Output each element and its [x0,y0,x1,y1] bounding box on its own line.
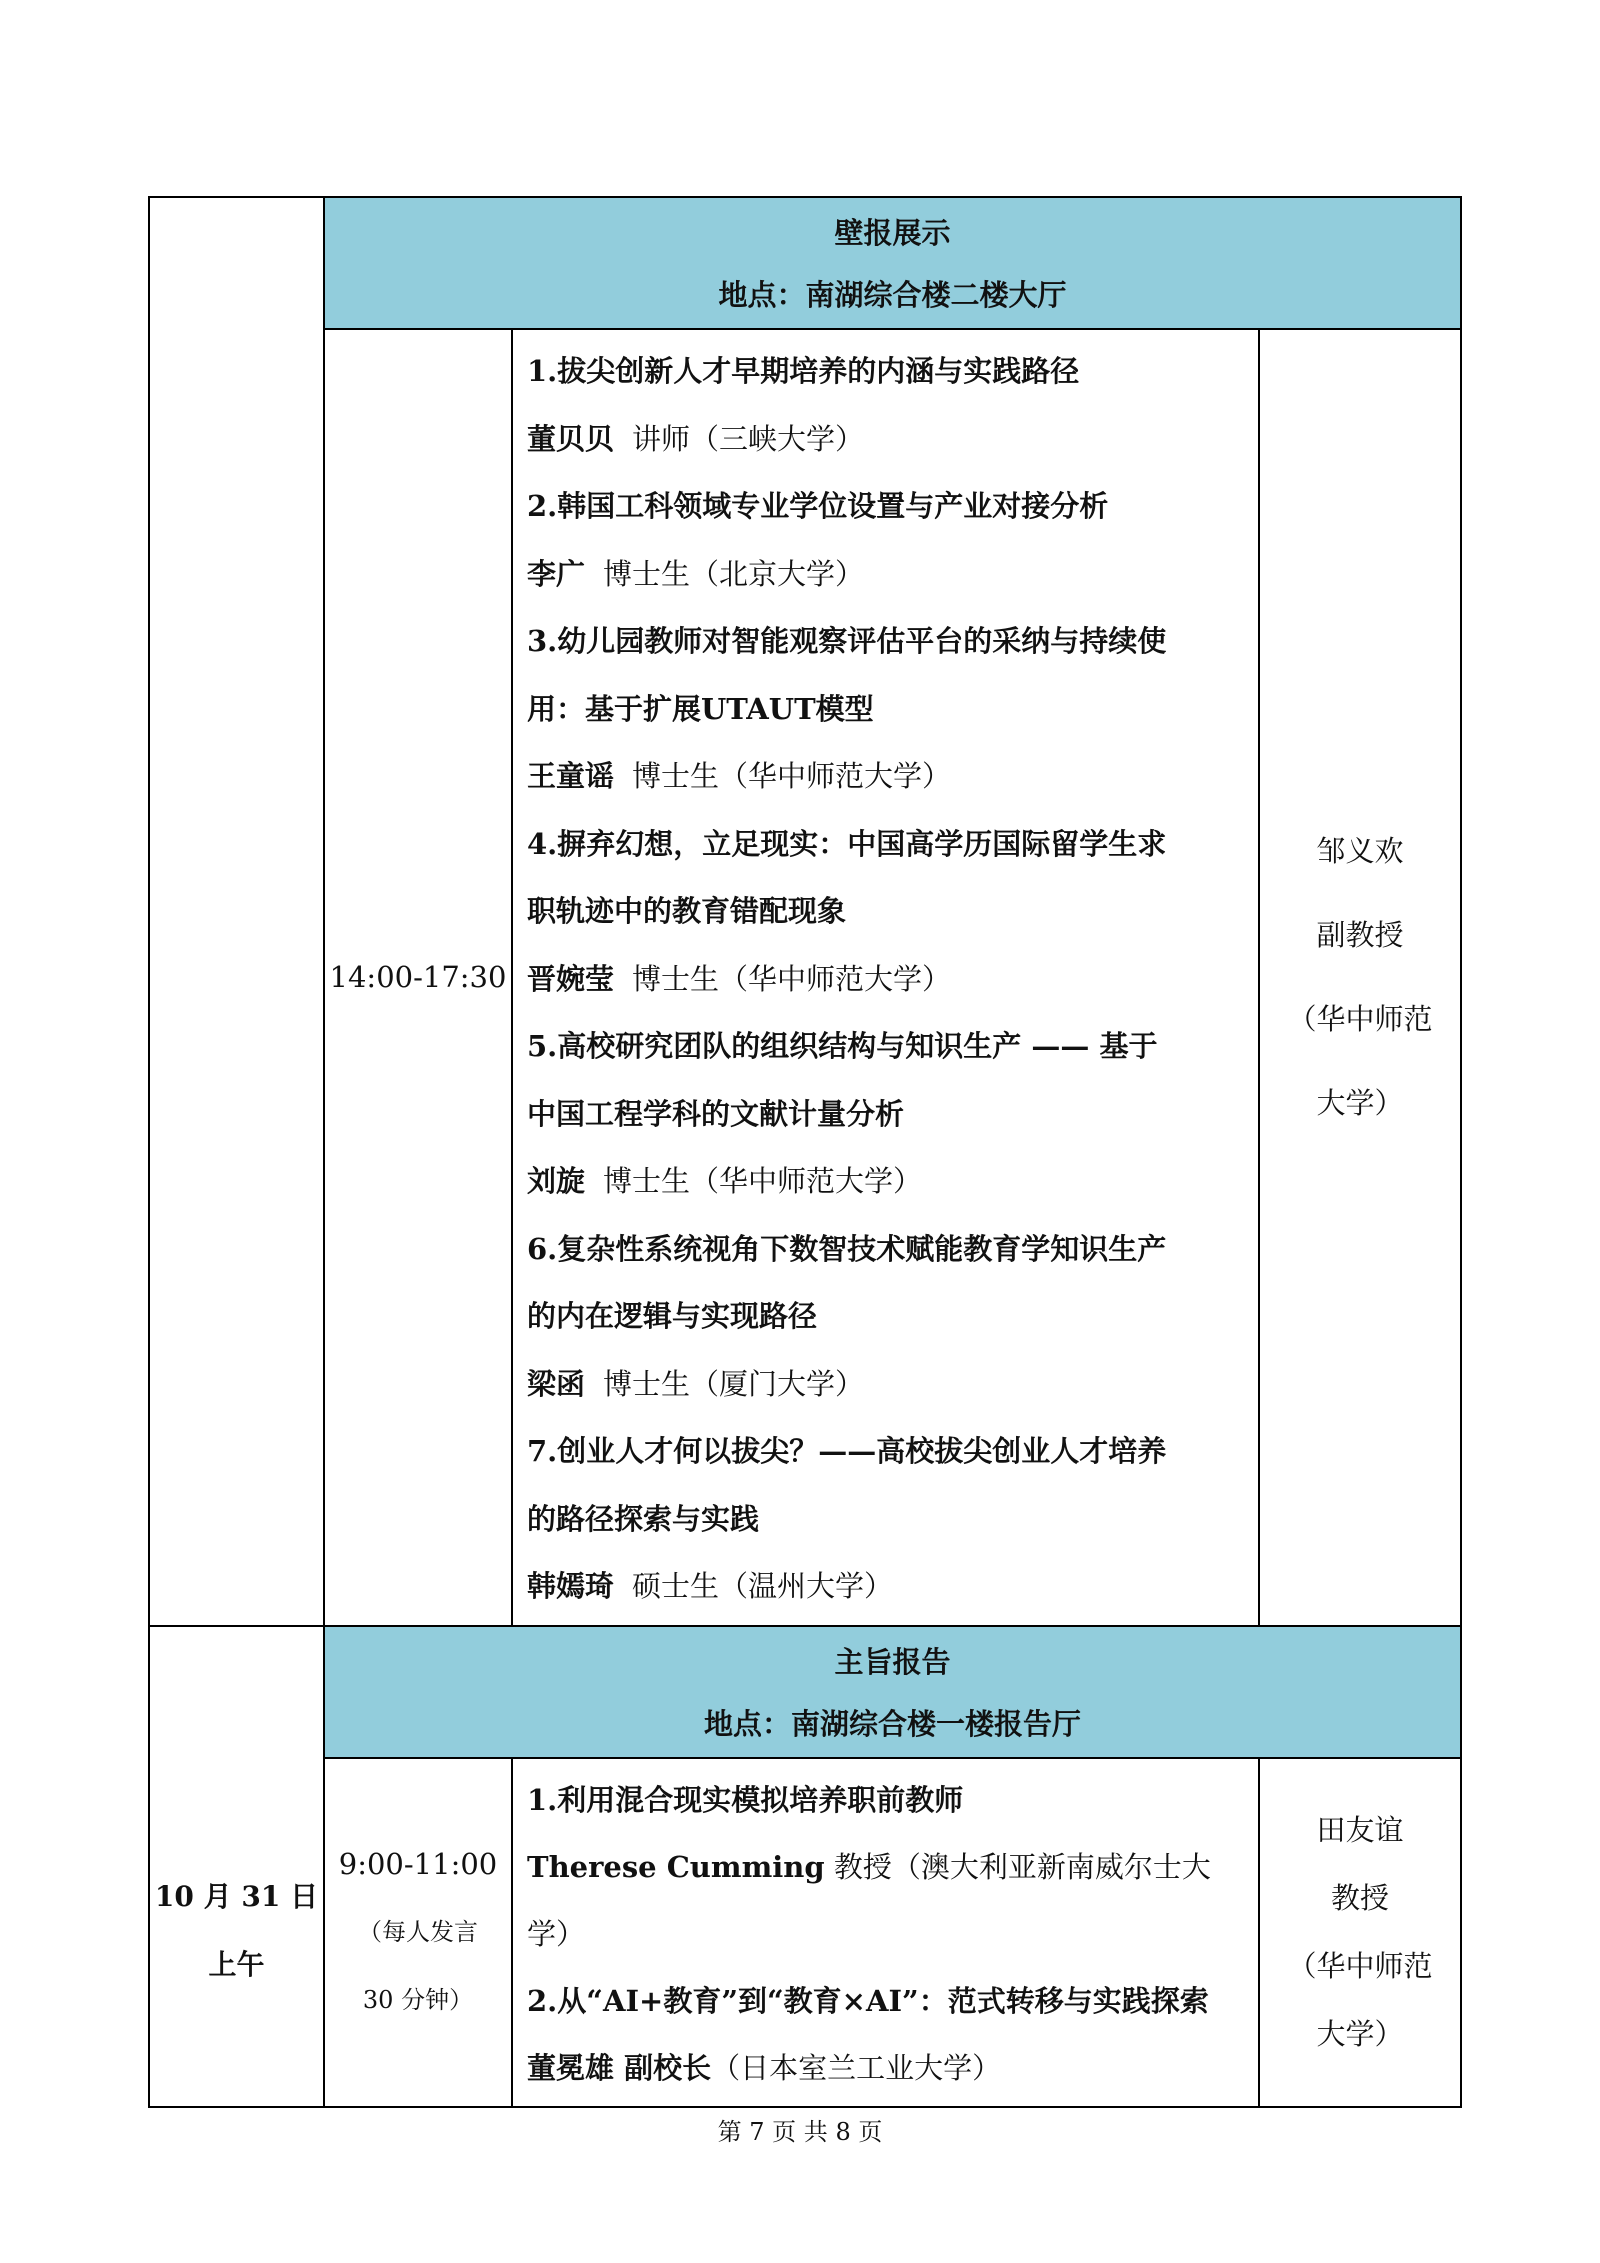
presenter-name: 董贝贝 [527,421,615,456]
presentation-title: 的路径探索与实践 [527,1501,760,1536]
date-cell [150,1627,325,2106]
keynote-text: 教授（澳大利亚新南威尔士大 [824,1849,1211,1884]
presenter-role: 讲师（三峡大学） [632,421,865,456]
host-cell [1260,330,1460,1625]
section-header [325,1627,1460,1759]
time-note-1: （每人发言 [358,1918,478,1946]
keynote-line [527,1834,1244,1901]
keynote-text: （日本室兰工业大学） [711,2050,1002,2085]
presenter-name: 李广 [527,556,586,591]
host-cell [1260,1759,1460,2106]
time-range: 14:00-17:30 [329,960,507,995]
date-period: 上午 [208,1948,265,1981]
section-title: 主旨报告 [834,1644,951,1679]
time-cell [325,1759,513,2106]
host-affiliation-2: 大学） [1316,2017,1404,2051]
presentation-title: 中国工程学科的文献计量分析 [527,1096,905,1131]
presentation-title: 1.拔尖创新人才早期培养的内涵与实践路径 [527,354,1080,388]
presenter-name: 王童谣 [527,759,615,793]
keynote-bold: 2.从“AI+教育”到“教育×AI”：范式转移与实践探索 [527,1983,1209,2018]
poster-section [150,198,1460,1625]
host-name: 田友谊 [1316,1813,1404,1847]
presentation-title: 2.韩国工科领域专业学位设置与产业对接分析 [527,489,1109,523]
presenter-role: 博士生（华中师范大学） [603,1164,923,1198]
presentation-title: 6.复杂性系统视角下数智技术赋能教育学知识生产 [527,1231,1167,1266]
presenter-name: 晋婉莹 [527,961,615,996]
presenter-line [527,1148,1244,1216]
keynote-line [527,2035,1244,2102]
presenter-name: 刘旋 [527,1164,586,1198]
presenter-line [527,743,1244,811]
presentation-title: 3.幼儿园教师对智能观察评估平台的采纳与持续使 [527,624,1167,658]
host-affiliation-1: （华中师范 [1287,1002,1433,1037]
presenter-line [527,541,1244,609]
date-label: 10 月 31 日 [154,1880,319,1913]
presenter-line [527,1351,1244,1419]
host-name: 邹义欢 [1316,834,1404,869]
presentation-title: 职轨迹中的教育错配现象 [527,894,847,928]
keynote-line [527,1968,1244,2035]
presentation-title: 4.摒弃幻想，立足现实：中国高学历国际留学生求 [527,826,1167,861]
time-range: 9:00-11:00 [338,1847,498,1881]
presenter-line [527,406,1244,474]
presenter-line [527,1553,1244,1621]
keynote-list [513,1759,1260,2106]
date-cell-empty [150,198,325,1625]
time-note-2: 30 分钟） [362,1986,474,2014]
section-title: 壁报展示 [834,216,951,250]
presenter-name: 梁函 [527,1366,586,1401]
presenter-role: 博士生（北京大学） [603,556,865,591]
presentation-list [513,330,1260,1625]
presenter-name: 韩嫣琦 [527,1569,615,1603]
presenter-role: 博士生（华中师范大学） [632,961,952,996]
presenter-role: 博士生（厦门大学） [603,1366,865,1401]
keynote-bold: 董冕雄 副校长 [527,2050,712,2085]
presenter-line [527,946,1244,1014]
section-header [325,198,1460,330]
keynote-line [527,1901,1244,1968]
time-cell [325,330,513,1625]
presentation-title: 7.创业人才何以拔尖？——高校拔尖创业人才培养 [527,1434,1167,1468]
presentation-title: 用：基于扩展UTAUT模型 [527,691,874,726]
page-footer: 第 7 页 共 8 页 [717,2118,883,2146]
section-location: 地点：南湖综合楼一楼报告厅 [703,1706,1081,1741]
keynote-bold: Therese Cumming [527,1849,825,1884]
section-location: 地点：南湖综合楼二楼大厅 [718,278,1067,312]
presenter-role: 硕士生（温州大学） [632,1569,894,1603]
host-title: 教授 [1330,1881,1389,1915]
keynote-section [150,1625,1460,2106]
keynote-bold: 1.利用混合现实模拟培养职前教师 [527,1782,964,1817]
keynote-text: 学） [527,1916,586,1951]
presentation-title: 5.高校研究团队的组织结构与知识生产 —— 基于 [527,1029,1158,1063]
host-title: 副教授 [1316,918,1404,953]
keynote-line [527,1767,1244,1834]
presentation-title: 的内在逻辑与实现路径 [527,1299,818,1333]
schedule-table [148,196,1462,2108]
host-affiliation-2: 大学） [1316,1086,1404,1121]
presenter-role: 博士生（华中师范大学） [632,759,952,793]
host-affiliation-1: （华中师范 [1287,1949,1433,1983]
